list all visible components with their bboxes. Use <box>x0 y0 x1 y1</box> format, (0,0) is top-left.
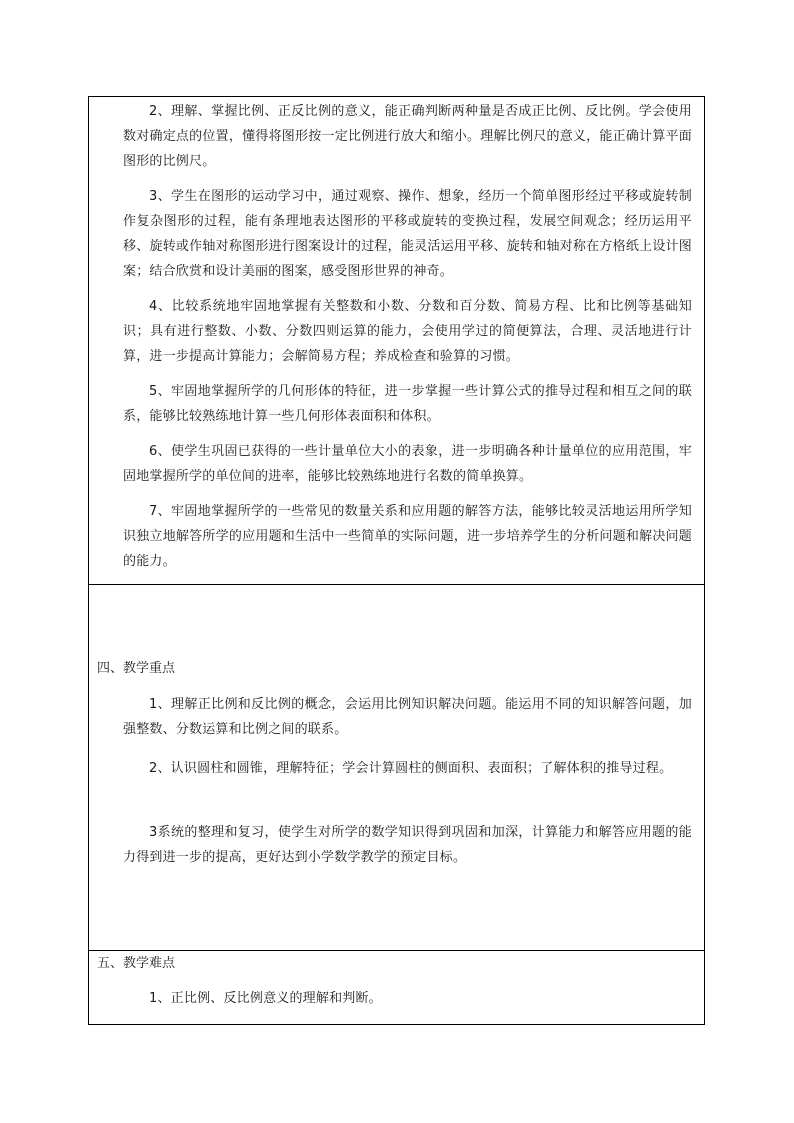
key-points-heading: 四、教学重点 <box>97 661 176 676</box>
difficulty-item-1: 1、正比例、反比例意义的理解和判断。 <box>149 991 382 1006</box>
objectives-cell <box>88 96 705 585</box>
objective-item-4: 4、比较系统地牢固地掌握有关整数和小数、分数和百分数、简易方程、比和比例等基础知识；具有进行整数、小数、分数四则运算的能力，会使用学过的简便算法，合理、灵活地进行计算，进一步提高计算能力；会解简易方程；养成检查和验算的习惯。 <box>123 299 692 364</box>
difficulties-heading: 五、教学难点 <box>97 956 176 971</box>
objective-item-7: 7、牢固地掌握所学的一些常见的数量关系和应用题的解答方法，能够比较灵活地运用所学知识独立地解答所学的应用题和生活中一些简单的实际问题，进一步培养学生的分析问题和解决问题的能力。 <box>123 504 692 569</box>
objective-item-6: 6、使学生巩固已获得的一些计量单位大小的表象，进一步明确各种计量单位的应用范围，牢固地掌握所学的单位间的进率，能够比较熟练地进行名数的简单换算。 <box>123 444 692 484</box>
objective-item-3: 3、学生在图形的运动学习中，通过观察、操作、想象，经历一个简单图形经过平移或旋转制作复杂图形的过程，能有条理地表达图形的平移或旋转的变换过程，发展空间观念；经历运用平移、旋转或作轴对称图形进行图案设计的过程，能灵活运用平移、旋转和轴对称在方格纸上设计图案；结合欣赏和设计美丽的图案，感受图形世界的神奇。 <box>123 189 692 279</box>
key-point-item-2: 2、认识圆柱和圆锥，理解特征；学会计算圆柱的侧面积、表面积；了解体积的推导过程。 <box>149 761 673 776</box>
key-points-cell <box>88 584 705 951</box>
key-point-item-1: 1、理解正比例和反比例的概念，会运用比例知识解决问题。能运用不同的知识解答问题，加强整数、分数运算和比例之间的联系。 <box>123 697 692 737</box>
difficulties-cell <box>88 950 705 1025</box>
objective-item-2: 2、理解、掌握比例、正反比例的意义，能正确判断两种量是否成正比例、反比例。学会使用数对确定点的位置，懂得将图形按一定比例进行放大和缩小。理解比例尺的意义，能正确计算平面图形的比例尺。 <box>123 104 692 169</box>
key-point-item-3: 3系统的整理和复习，使学生对所学的数学知识得到巩固和加深，计算能力和解答应用题的能力得到进一步的提高，更好达到小学数学教学的预定目标。 <box>123 825 692 865</box>
objective-item-5: 5、牢固地掌握所学的几何形体的特征，进一步掌握一些计算公式的推导过程和相互之间的联系，能够比较熟练地计算一些几何形体表面积和体积。 <box>123 384 692 424</box>
